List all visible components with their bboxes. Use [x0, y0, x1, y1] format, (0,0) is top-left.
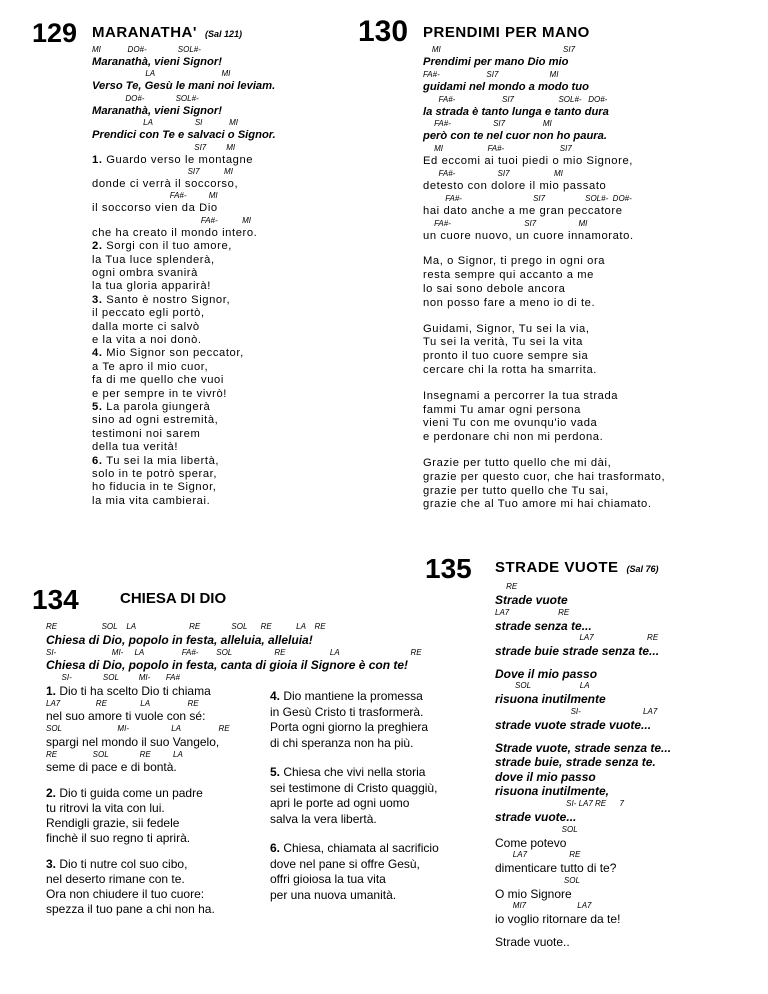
verse-number: 6.: [92, 454, 107, 467]
lyric-text: solo in te potrò sperar,: [92, 468, 218, 480]
lyric-text: Ora non chiudere il tuo cuore:: [46, 887, 205, 901]
refrain-line: [92, 130, 276, 141]
lyric-text: Dio mantiene la promessa: [283, 689, 423, 703]
lyric-text: Rendigli grazie, sii fedele: [46, 816, 180, 830]
lyric-text: Dio ti nutre col suo cibo,: [59, 857, 188, 871]
verse-line: [46, 761, 177, 773]
verse-line: [92, 203, 218, 214]
refrain-line: [92, 106, 222, 117]
verse-line: [92, 469, 217, 480]
lyric-text: Dio ti ha scelto Dio ti chiama: [59, 683, 211, 698]
verse-line: [92, 295, 230, 306]
lyric-text: della tua verità!: [92, 441, 179, 454]
verse-line: [92, 335, 202, 346]
refrain-line: [495, 756, 656, 768]
chord-line: LA MI: [92, 69, 231, 79]
refrain-line: [495, 594, 568, 606]
lyric-text: Insegnami a percorrer la tua strada: [423, 389, 619, 402]
lyric-text: Come potevo: [495, 835, 567, 850]
verse-line: [270, 797, 409, 809]
lyric-text: Porta ogni giorno la preghiera: [270, 720, 429, 734]
lyric-text: sino ad ogni estremità,: [92, 414, 219, 427]
lyric-text: ho fiducia in te Signor,: [92, 481, 217, 494]
lyric-text: e per sempre in te vivrò!: [92, 387, 228, 400]
lyric-text: lo sai sono debole ancora: [423, 283, 566, 295]
refrain-line: [495, 742, 671, 754]
song-title: [423, 25, 590, 40]
verse-line: [423, 472, 665, 483]
verse-line: [46, 710, 205, 722]
verse-line: [92, 308, 205, 319]
lyric-text: finchè il suo regno ti aprirà.: [46, 831, 191, 845]
lyric-text: Strade vuote, strade senza te...: [495, 740, 672, 755]
verse-line: [92, 348, 244, 359]
verse-number: 3.: [92, 293, 107, 306]
verse-line: [423, 156, 633, 167]
lyric-text: strade vuote...: [495, 810, 577, 824]
lyric-text: grazie per questo cuor, che hai trasformato,: [423, 470, 666, 483]
lyric-text: donde ci verrà il soccorso,: [92, 178, 239, 190]
verse-line: [270, 690, 423, 702]
refrain-line: [495, 785, 609, 797]
refrain-line: [92, 57, 222, 68]
chord-line: LA7 RE: [495, 607, 570, 617]
verse-line: [423, 405, 581, 416]
verse-line: [423, 351, 588, 362]
chord-line: RE SOL LA RE SOL RE LA RE: [46, 622, 326, 631]
chord-line: SI- LA7: [495, 707, 658, 716]
verse-line: [423, 298, 595, 309]
lyric-text: Grazie per tutto quello che mi dài,: [423, 457, 612, 469]
refrain-line: [92, 81, 275, 92]
refrain-line: [495, 693, 606, 705]
lyric-text: dove il mio passo: [495, 769, 596, 784]
verse-line: [92, 362, 208, 373]
lyric-text: Guidami, Signor, Tu sei la via,: [423, 322, 590, 335]
lyric-text: Verso Te, Gesù le mani noi leviam.: [92, 80, 276, 93]
verse-line: [423, 391, 618, 402]
chord-line: LA7 RE: [495, 850, 581, 860]
lyric-text: pronto il tuo cuore sempre sia: [423, 350, 589, 363]
verse-line: [46, 832, 190, 844]
chord-line: FA#- MI: [92, 215, 251, 225]
lyric-text: apri le porte ad ogni uomo: [270, 796, 410, 810]
verse-line: [92, 456, 219, 467]
lyric-text: detesto con dolore il mio passato: [423, 180, 607, 192]
lyric-text: resta sempre qui accanto a me: [423, 269, 594, 282]
chord-line: FA#- SI7 MI: [423, 169, 563, 178]
lyric-text: Maranathà, vieni Signor!: [92, 104, 222, 117]
verse-line: [92, 402, 210, 413]
verse-number: 6.: [270, 841, 284, 855]
lyric-text: Sorgi con il tuo amore,: [106, 240, 232, 253]
lyric-text: spargi nel mondo il suo Vangelo,: [46, 734, 220, 749]
lyric-text: grazie che al Tuo amore mi hai chiamato.: [423, 498, 652, 511]
song-title-text: MARANATHA': [92, 24, 197, 41]
chord-line: MI7 LA7: [495, 901, 592, 911]
verse-line: [46, 736, 219, 748]
lyric-text: un cuore nuovo, un cuore innamorato.: [423, 229, 634, 242]
verse-line: [92, 228, 257, 239]
song-number: 134: [32, 584, 79, 615]
chord-line: LA7 RE: [495, 633, 659, 643]
lyric-text: non posso fare a meno io di te.: [423, 296, 596, 309]
song-number: 130: [358, 15, 409, 48]
verse-line: [423, 284, 566, 295]
lyric-text: testimoni noi sarem: [92, 427, 201, 440]
lyric-text: Dio ti guida come un padre: [59, 786, 203, 800]
verse-line: [92, 155, 253, 166]
lyric-text: risuona inutilmente,: [495, 784, 610, 799]
lyric-text: Dove il mio passo: [495, 666, 598, 681]
verse-line: [46, 873, 185, 885]
verse-line: [423, 324, 590, 335]
chord-line: SOL LA: [495, 681, 590, 691]
lyric-text: Strade vuote: [495, 593, 568, 607]
chord-line: MI SI7: [423, 45, 576, 54]
verse-line: [92, 281, 211, 292]
refrain-line: [423, 131, 607, 142]
lyric-text: però con te nel cuor non ho paura.: [423, 130, 607, 143]
lyric-text: la mia vita cambierai.: [92, 494, 211, 507]
refrain-line: [495, 620, 592, 632]
lyric-text: cercare chi la rotta ha smarrita.: [423, 364, 597, 376]
lyric-text: Chiesa di Dio, popolo in festa, alleluia, alleluia!: [46, 632, 313, 647]
lyric-text: Chiesa che vivi nella storia: [283, 765, 426, 779]
lyric-text: Maranathà, vieni Signor!: [92, 56, 222, 68]
verse-number: 4.: [270, 689, 284, 703]
verse-line: [423, 270, 594, 281]
verse-line: [270, 858, 420, 870]
song-title-text: STRADE VUOTE: [495, 559, 619, 576]
verse-line: [270, 782, 437, 794]
lyric-text: grazie per tutto quello che Tu sai,: [423, 484, 609, 497]
lyric-text: Tu sei la verità, Tu sei la vita: [423, 336, 583, 349]
lyric-text: Chiesa, chiamata al sacrificio: [283, 841, 439, 855]
lyric-text: Santo è nostro Signor,: [106, 293, 231, 306]
lyric-text: Ma, o Signor, ti prego in ogni ora: [423, 255, 606, 268]
lyric-text: Prendimi per mano Dio mio: [423, 56, 569, 68]
verse-number: 2.: [46, 786, 60, 800]
verse-line: [92, 241, 232, 252]
lyric-text: io voglio ritornare da te!: [495, 912, 621, 927]
verse-line: [46, 802, 165, 814]
lyric-text: strade vuote strade vuote...: [495, 718, 652, 732]
verse-line: [92, 415, 218, 426]
chord-line: SOL: [495, 875, 580, 885]
verse-line: [46, 858, 187, 870]
verse-line: [270, 813, 377, 825]
lyric-text: e la vita a noi donò.: [92, 334, 202, 346]
verse-number: 5.: [92, 401, 107, 413]
chord-line: DO#- SOL#-: [92, 93, 199, 103]
lyric-text: Ed eccomi ai tuoi piedi o mio Signore,: [423, 155, 633, 168]
verse-line: [92, 179, 238, 190]
verse-line: [92, 442, 178, 453]
lyric-text: di chi speranza non ha più.: [270, 735, 414, 750]
verse-line: [423, 458, 611, 469]
verse-line: [270, 706, 423, 718]
verse-line: [495, 936, 570, 948]
lyric-text: nel deserto rimane con te.: [46, 872, 185, 886]
refrain-line: [495, 668, 597, 680]
chord-line: FA#- SI7 SOL#- DO#-: [423, 193, 632, 203]
lyric-text: il soccorso vien da Dio: [92, 202, 218, 215]
lyric-text: Prendici con Te e salvaci o Signor.: [92, 129, 276, 142]
verse-line: [270, 889, 396, 901]
verse-line: [92, 389, 227, 400]
chord-line: MI FA#- SI7: [423, 144, 572, 154]
song-number: 129: [32, 18, 78, 48]
song-title: [92, 25, 242, 40]
verse-line: [423, 337, 583, 348]
refrain-line: [46, 659, 408, 671]
song-number: 135: [425, 553, 472, 584]
verse-line: [92, 482, 216, 493]
lyric-text: La parola giungerà: [106, 401, 211, 413]
chord-line: SI7 MI: [92, 142, 236, 152]
verse-line: [270, 766, 425, 778]
verse-line: [92, 255, 215, 266]
chord-line: FA#- SI7 MI: [423, 69, 559, 79]
lyric-text: tu ritrovi la vita con lui.: [46, 801, 165, 815]
chord-line: SOL: [495, 824, 578, 834]
chord-line: FA#- SI7 MI: [423, 119, 552, 129]
lyric-text: nel suo amore ti vuole con sé:: [46, 709, 206, 723]
chord-line: LA7 RE LA RE: [46, 698, 199, 708]
verse-line: [92, 268, 198, 279]
lyric-text: strade buie strade senza te...: [495, 644, 660, 659]
lyric-text: e perdonare chi non mi perdona.: [423, 431, 604, 444]
verse-line: [495, 913, 620, 925]
verse-line: [423, 418, 597, 429]
lyric-text: fa di me quello che vuoi: [92, 374, 224, 387]
verse-line: [495, 837, 566, 849]
refrain-line: [495, 811, 576, 823]
verse-line: [46, 888, 204, 900]
verse-line: [92, 322, 200, 333]
lyric-text: la Tua luce splenderà,: [92, 253, 215, 266]
verse-line: [423, 499, 652, 510]
verse-line: [46, 903, 215, 915]
verse-line: [423, 181, 606, 192]
verse-number: 5.: [270, 765, 284, 779]
verse-line: [495, 888, 572, 900]
verse-line: [423, 432, 603, 443]
refrain-line: [423, 57, 568, 68]
verse-line: [46, 787, 203, 799]
verse-line: [270, 842, 439, 854]
lyric-text: dimenticare tutto di te?: [495, 861, 617, 876]
lyric-text: a Te apro il mio cuor,: [92, 360, 209, 373]
lyric-text: dalla morte ci salvò: [92, 320, 200, 333]
lyric-text: ogni ombra svanirà: [92, 267, 198, 279]
lyric-text: O mio Signore: [495, 886, 572, 901]
chord-line: RE SOL RE LA: [46, 749, 183, 759]
verse-line: [495, 862, 616, 874]
verse-line: [92, 429, 200, 440]
refrain-line: [423, 82, 589, 93]
psalm-reference: (Sal 76): [626, 564, 659, 574]
lyric-text: la strada è tanto lunga e tanto dura: [423, 105, 609, 118]
verse-line: [270, 721, 428, 733]
lyric-text: dove nel pane si offre Gesù,: [270, 856, 420, 871]
chord-line: SI- MI- LA FA#- SOL RE LA RE: [46, 647, 422, 657]
verse-line: [423, 365, 597, 376]
lyric-text: hai dato anche a me gran peccatore: [423, 204, 623, 217]
verse-number: 3.: [46, 857, 60, 871]
lyric-text: Mio Signor son peccator,: [106, 347, 244, 360]
lyric-text: seme di pace e di bontà.: [46, 760, 177, 774]
refrain-line: [46, 634, 313, 646]
refrain-line: [495, 645, 659, 657]
lyric-text: il peccato egli portò,: [92, 307, 205, 320]
lyric-text: sei testimone di Cristo quaggiù,: [270, 780, 438, 795]
verse-line: [423, 486, 609, 497]
lyric-text: fammi Tu amar ogni persona: [423, 403, 581, 416]
lyric-text: offri gioiosa la tua vita: [270, 872, 386, 886]
lyric-text: strade buie, strade senza te.: [495, 755, 656, 770]
lyric-text: per una nuova umanità.: [270, 887, 397, 902]
chord-line: FA#- MI: [92, 191, 218, 201]
song-title: [120, 591, 226, 606]
verse-line: [423, 231, 634, 242]
lyric-text: Strade vuote..: [495, 935, 570, 949]
lyric-text: la tua gloria apparirà!: [92, 280, 211, 293]
chord-line: RE: [495, 582, 518, 591]
verse-number: 1.: [92, 153, 107, 166]
chord-line: SI7 MI: [92, 167, 233, 176]
refrain-line: [423, 107, 609, 118]
song-title: [495, 560, 659, 575]
verse-line: [92, 496, 210, 507]
lyric-text: che ha creato il mondo intero.: [92, 226, 258, 239]
verse-number: 2.: [92, 240, 107, 253]
chord-line: MI DO#- SOL#-: [92, 45, 201, 54]
verse-number: 4.: [92, 347, 107, 360]
lyric-text: risuona inutilmente: [495, 692, 606, 707]
psalm-reference: (Sal 121): [204, 29, 242, 39]
lyric-text: strade senza te...: [495, 618, 592, 633]
verse-number: 1.: [46, 683, 60, 698]
verse-line: [92, 375, 224, 386]
verse-line: [270, 873, 386, 885]
lyric-text: Guardo verso le montagne: [106, 153, 254, 166]
verse-line: [423, 206, 623, 217]
refrain-line: [495, 719, 651, 731]
verse-line: [46, 817, 179, 829]
verse-line: [46, 685, 211, 697]
chord-line: FA#- SI7 MI: [423, 218, 588, 228]
lyric-text: Tu sei la mia libertà,: [106, 454, 220, 467]
lyric-text: guidami nel mondo a modo tuo: [423, 80, 589, 93]
chord-line: SI- LA7 RE 7: [495, 799, 624, 808]
lyric-text: salva la vera libertà.: [270, 811, 377, 826]
lyric-text: vieni Tu con me ovunqu'io vada: [423, 417, 598, 430]
chord-line: LA SI MI: [92, 118, 238, 128]
song-title-text: PRENDIMI PER MANO: [423, 24, 590, 41]
lyric-text: in Gesù Cristo ti trasformerà.: [270, 704, 424, 719]
chord-line: SOL MI- LA RE: [46, 724, 230, 733]
song-title-text: CHIESA DI DIO: [120, 590, 227, 607]
verse-line: [270, 737, 413, 749]
verse-line: [423, 256, 605, 267]
lyric-text: spezza il tuo pane a chi non ha.: [46, 902, 215, 916]
refrain-line: [495, 771, 596, 783]
lyric-text: Chiesa di Dio, popolo in festa, canta di gioia il Signore è con te!: [46, 658, 409, 672]
chord-line: FA#- SI7 SOL#- DO#-: [423, 94, 608, 104]
chord-line: SI- SOL MI- FA#: [46, 673, 180, 682]
